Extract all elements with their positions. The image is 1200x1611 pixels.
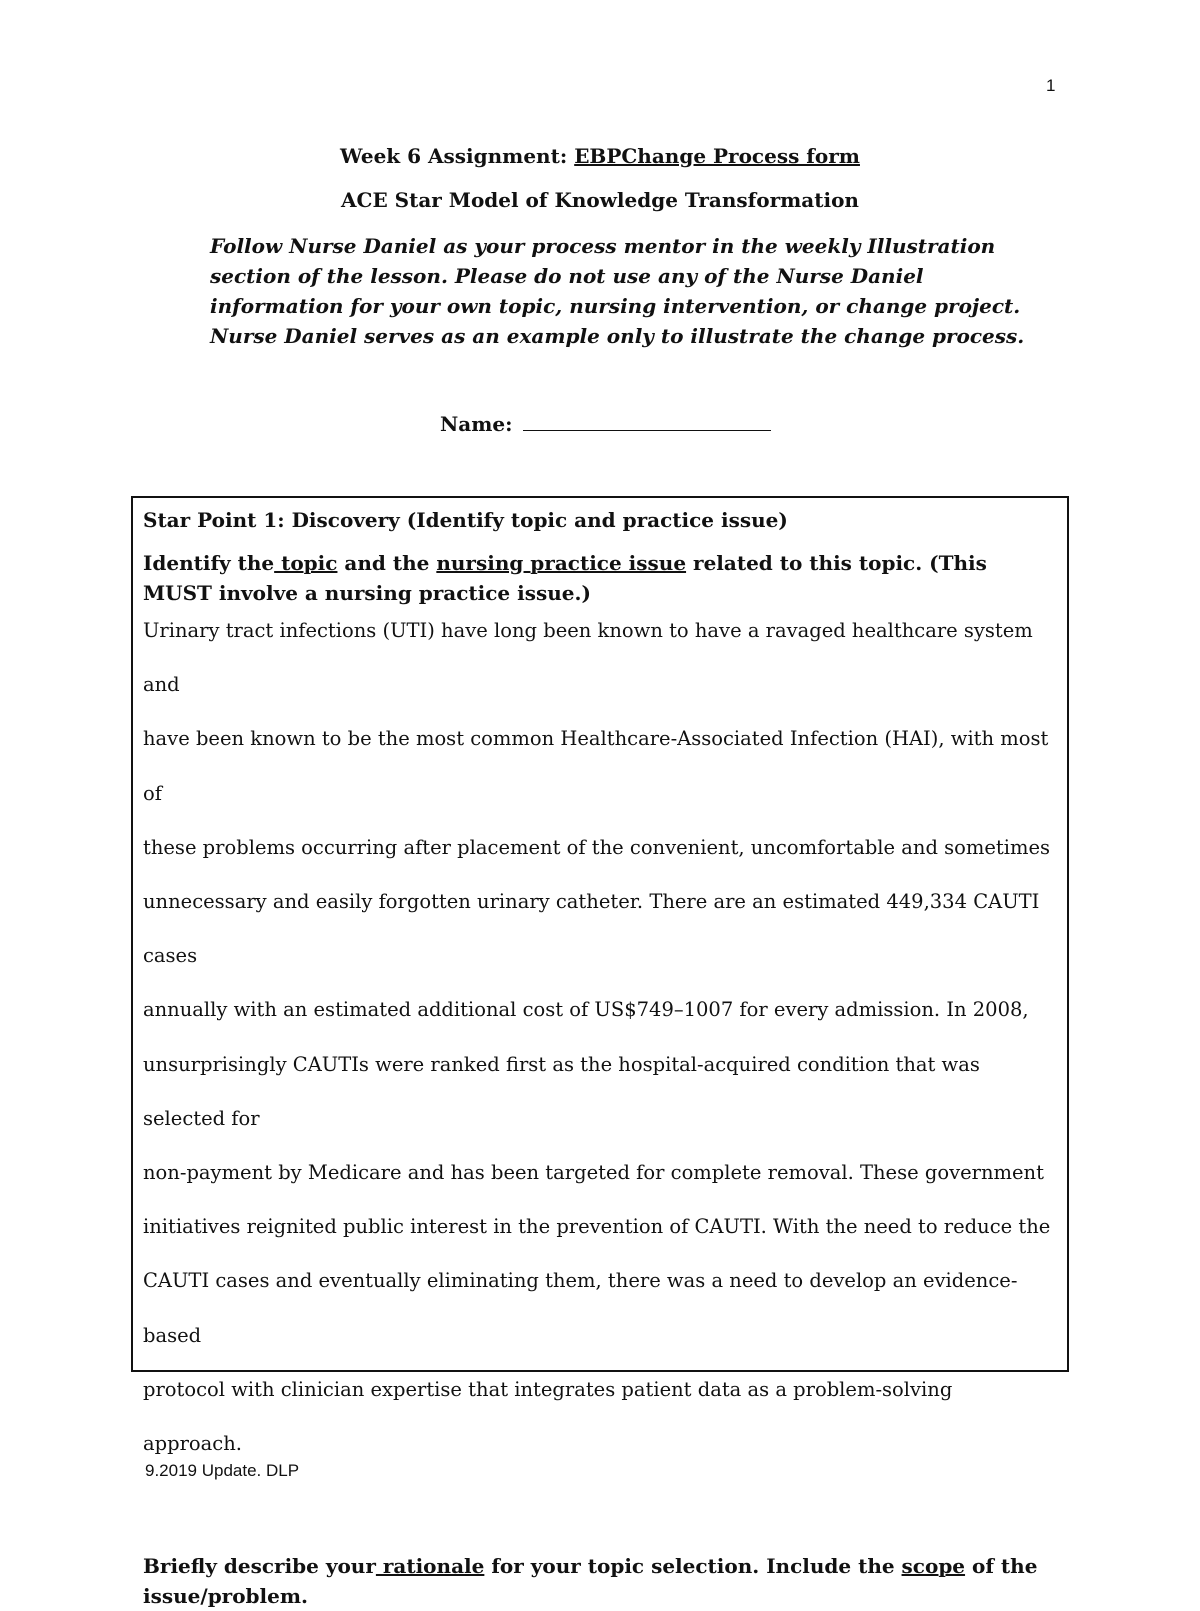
rationale-question-part: for your topic selection. Include the	[484, 1554, 902, 1579]
title-prefix: Week 6 Assignment:	[340, 144, 575, 168]
page-number: 1	[1046, 76, 1056, 95]
name-input-line[interactable]	[523, 410, 771, 431]
topic-question-underlined: nursing practice issue	[436, 551, 687, 575]
topic-question-part: related to this topic. (This MUST involve a nursing practice issue.)	[143, 551, 987, 605]
answer-line: CAUTI cases and eventually eliminating them, there was a need to develop an evidence-based	[143, 1269, 1018, 1347]
rationale-question-part: of the issue/problem.	[143, 1554, 1038, 1609]
answer-line: these problems occurring after placement of the convenient, uncomfortable and sometimes	[143, 835, 1051, 859]
topic-question-part: Identify the	[143, 551, 275, 575]
answer-line: non-payment by Medicare and has been targeted for complete removal. These government	[143, 1161, 1044, 1185]
answer-line: have been known to be the most common Healthcare-Associated Infection (HAI), with most of	[143, 727, 1049, 805]
title-form-name: EBPChange Process form	[574, 144, 860, 168]
instructions-text: Follow Nurse Daniel as your process mentor in the weekly Illustration section of the lesson. Please do not use any of the Nurse Daniel information for your own topic, nursing intervention, or change project. Nurse Daniel serves as an example only to illustrate the change process.	[210, 234, 1025, 348]
answer-line: protocol with clinician expertise that integrates patient data as a problem-solving approach.	[143, 1377, 953, 1456]
answer-line: annually with an estimated additional cost of US$749–1007 for every admission. In 2008,	[143, 998, 1029, 1022]
rationale-question-underlined: rationale	[375, 1554, 485, 1579]
answer-line: unnecessary and easily forgotten urinary catheter. There are an estimated 449,334 CAUTI cases	[143, 890, 1040, 968]
name-label: Name:	[440, 412, 513, 436]
footer-update-note: 9.2019 Update. DLP	[145, 1461, 300, 1480]
star-point-1-heading: Star Point 1: Discovery (Identify topic and practice issue)	[143, 508, 788, 532]
topic-question	[143, 548, 1055, 608]
topic-question-underlined: topic	[274, 551, 338, 575]
answer-line: Urinary tract infections (UTI) have long been known to have a ravaged healthcare system and	[143, 619, 1033, 697]
answer-line: initiatives reignited public interest in the prevention of CAUTI. With the need to reduce the	[143, 1215, 1051, 1239]
topic-question-part: and the	[337, 551, 437, 575]
name-row	[440, 410, 771, 436]
topic-answer[interactable]	[143, 604, 1055, 1471]
rationale-question-part: Briefly describe your	[143, 1554, 376, 1579]
model-subtitle: ACE Star Model of Knowledge Transformation	[341, 188, 859, 212]
star-point-1-content	[143, 506, 1055, 1611]
rationale-question-underlined: scope	[901, 1554, 966, 1579]
answer-line: unsurprisingly CAUTIs were ranked first as the hospital-acquired condition that was selected for	[143, 1052, 980, 1130]
assignment-title	[0, 144, 1200, 168]
rationale-question	[143, 1551, 1055, 1611]
